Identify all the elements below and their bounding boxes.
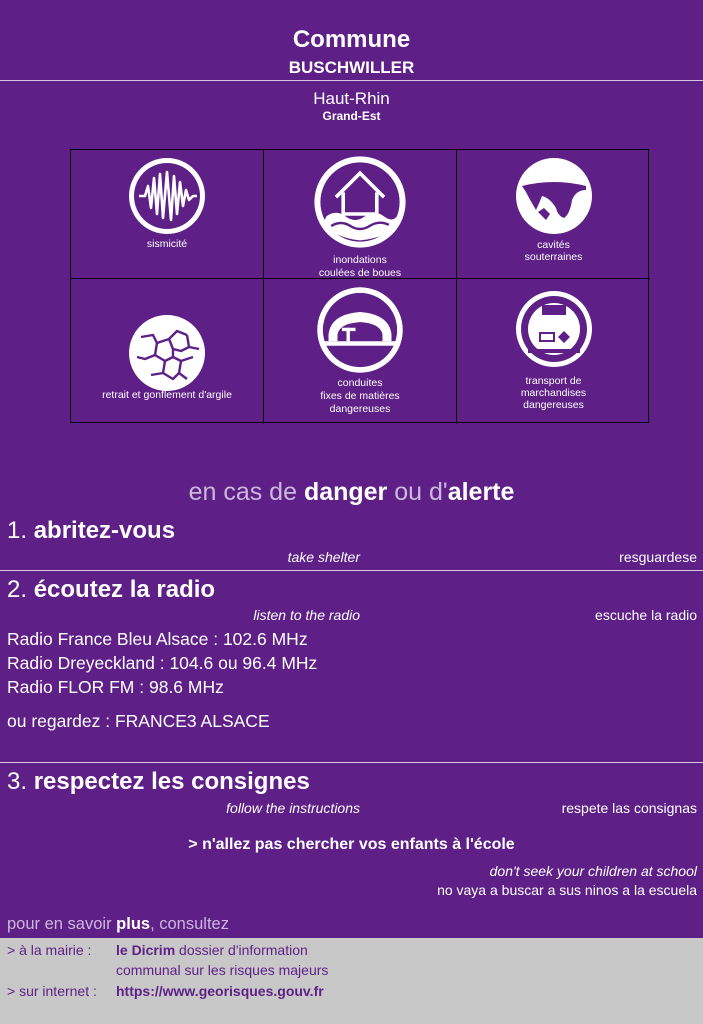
risk-label: sismicité <box>146 238 188 250</box>
risk-label-line: coulées de boues <box>318 267 402 279</box>
step-1-title <box>7 517 175 545</box>
risk-grid <box>70 149 649 423</box>
more-plus-word: plus <box>116 915 151 933</box>
school-warning: > n'allez pas chercher vos enfants à l'école <box>188 836 515 853</box>
risk-flooding <box>264 150 457 279</box>
footer-panel <box>0 938 703 1024</box>
step-number: 1. <box>7 517 34 544</box>
dicrim-description-2: communal sur les risques majeurs <box>116 962 329 978</box>
divider <box>0 762 703 763</box>
step-3-spanish: respete las consignas <box>561 800 697 816</box>
tank-transport-icon <box>514 289 594 369</box>
region-name: Grand-Est <box>322 109 381 123</box>
step-heading: abritez-vous <box>33 517 176 544</box>
step-number: 2. <box>7 576 34 603</box>
internet-label: > sur internet : <box>7 983 97 999</box>
risk-cavities <box>457 150 650 279</box>
risk-label-line: marchandises <box>520 387 587 399</box>
step-2-english: listen to the radio <box>253 607 360 623</box>
risk-label-line: souterraines <box>524 251 583 263</box>
risk-label-line: transport de <box>525 375 582 387</box>
step-number: 3. <box>7 768 34 795</box>
step-1-spanish: resguardese <box>619 549 697 565</box>
school-warning-spanish: no vaya a buscar a sus ninos a la escuela <box>437 882 697 898</box>
risk-clay <box>71 279 264 424</box>
radio-station: Radio Dreyeckland : 104.6 ou 96.4 MHz <box>7 653 318 673</box>
risk-label-line: fixes de matières <box>320 390 400 402</box>
tv-channel: ou regardez : FRANCE3 ALSACE <box>7 711 270 731</box>
risk-label-line: inondations <box>333 254 387 266</box>
risk-label-line: dangereuses <box>523 399 584 411</box>
commune-label: Commune <box>292 26 411 53</box>
divider <box>0 570 703 571</box>
risk-label-line: cavités <box>537 239 570 251</box>
dicrim-name: le Dicrim <box>116 942 176 958</box>
risk-seismicity <box>71 150 264 279</box>
clay-crack-icon <box>127 313 207 393</box>
radio-station: Radio France Bleu Alsace : 102.6 MHz <box>7 629 308 649</box>
step-3-title <box>7 768 310 796</box>
more-info-heading <box>7 915 229 934</box>
more-post: , consultez <box>150 915 229 933</box>
alert-pre: en cas de <box>188 478 304 506</box>
flooded-house-icon <box>312 154 408 250</box>
step-2-title <box>7 576 215 604</box>
seismic-wave-icon <box>127 156 207 236</box>
alert-mid: ou d' <box>387 478 448 506</box>
risk-label-line: conduites <box>337 377 383 389</box>
town-name: BUSCHWILLER <box>288 58 415 77</box>
step-heading: écoutez la radio <box>33 576 216 603</box>
cavity-icon <box>514 156 594 236</box>
alert-alerte-word: alerte <box>447 478 515 506</box>
mairie-label: > à la mairie : <box>7 942 92 958</box>
georisques-link[interactable]: https://www.georisques.gouv.fr <box>116 983 324 999</box>
more-pre: pour en savoir <box>7 915 117 933</box>
radio-station: Radio FLOR FM : 98.6 MHz <box>7 677 224 697</box>
alert-title <box>0 478 703 507</box>
dicrim-description: dossier d'information <box>175 942 308 958</box>
risk-pipeline <box>264 279 457 424</box>
dicrim-line <box>116 942 308 958</box>
risk-label: retrait et gonflement d'argile <box>102 389 232 401</box>
step-heading: respectez les consignes <box>33 768 310 795</box>
alert-danger-word: danger <box>303 478 388 506</box>
school-warning-english: don't seek your children at school <box>489 863 697 879</box>
risk-transport <box>457 279 650 424</box>
divider <box>0 80 703 81</box>
risk-label-line: dangereuses <box>329 403 391 415</box>
step-1-english: take shelter <box>287 549 360 565</box>
step-3-english: follow the instructions <box>226 800 360 816</box>
department-name: Haut-Rhin <box>313 89 390 108</box>
step-2-spanish: escuche la radio <box>595 607 697 623</box>
pipeline-icon <box>315 285 405 375</box>
